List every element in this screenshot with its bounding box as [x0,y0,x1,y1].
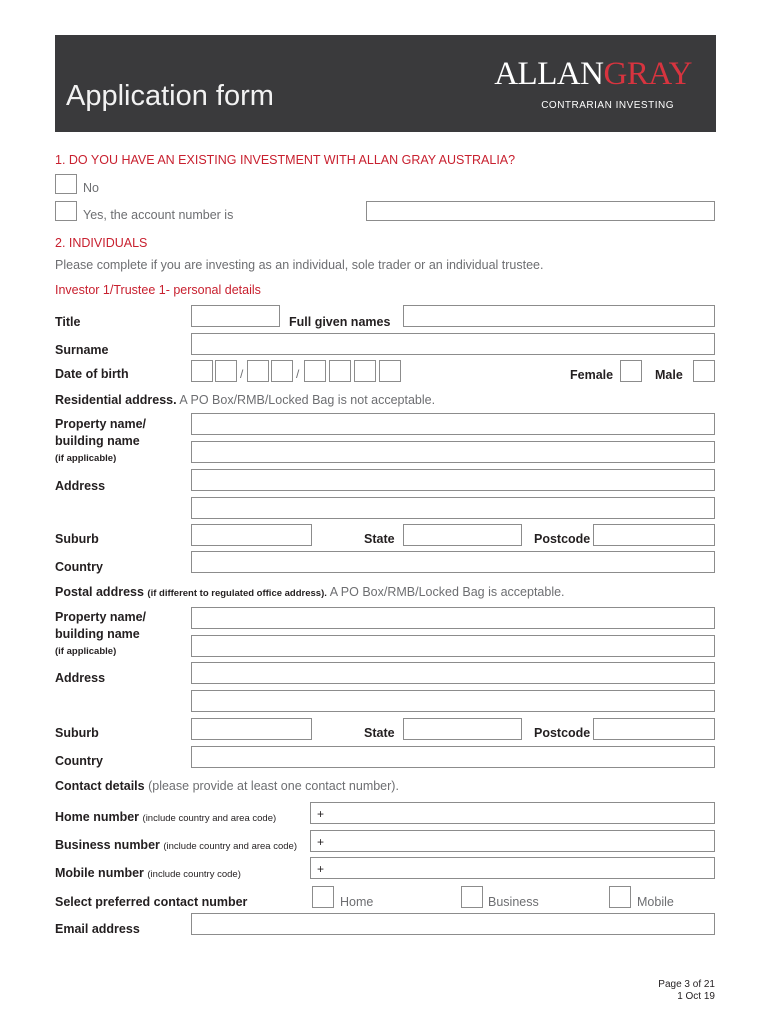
res-address-label: Address [55,479,106,493]
document-date: 1 Oct 19 [677,991,715,1002]
surname-input[interactable] [191,333,715,355]
res-address-input-1[interactable] [191,469,715,491]
home-number-input[interactable] [310,802,715,824]
business-number-label [55,838,297,852]
female-checkbox[interactable] [620,360,642,382]
res-property-input[interactable] [191,413,715,435]
mobile-bold: Mobile number [55,866,144,880]
postal-country-input[interactable] [191,746,715,768]
pref-business-label: Business [488,895,539,909]
business-plus: + [317,835,325,849]
pref-home-checkbox[interactable] [312,886,334,908]
residential-bold: Residential address. [55,393,177,407]
postal-state-input[interactable] [403,718,522,740]
res-state-label: State [364,532,395,546]
postal-state-label: State [364,726,395,740]
section2-intro: Please complete if you are investing as an individual, sole trader or an individual trustee. [55,258,544,272]
postal-bold: Postal address [55,585,144,599]
page-number: Page 3 of 21 [658,979,715,990]
title-label: Title [55,315,81,329]
logo-allan: ALLAN [494,56,604,92]
given-names-input[interactable] [403,305,715,327]
dob-label: Date of birth [55,367,129,381]
male-checkbox[interactable] [693,360,715,382]
res-property-label-2: building name [55,434,140,448]
postal-property-label-2: building name [55,627,140,641]
section2-heading: 2. INDIVIDUALS [55,236,148,250]
postal-suburb-label: Suburb [55,726,99,740]
business-bold: Business number [55,838,160,852]
existing-no-checkbox[interactable] [55,174,77,194]
res-suburb-label: Suburb [55,532,99,546]
form-header [55,35,716,132]
postal-country-label: Country [55,754,103,768]
email-label: Email address [55,922,140,936]
postal-small: (if different to regulated office address). [147,588,327,599]
female-label: Female [570,368,614,382]
mobile-small: (include country code) [147,869,241,880]
postal-property-input-2[interactable] [191,635,715,657]
contact-bold: Contact details [55,779,145,793]
pref-mobile-checkbox[interactable] [609,886,631,908]
postal-postcode-input[interactable] [593,718,715,740]
section1-heading: 1. DO YOU HAVE AN EXISTING INVESTMENT WITH ALLAN GRAY AUSTRALIA? [55,153,516,167]
residential-address-heading [55,393,435,407]
existing-no-label: No [83,181,99,195]
business-small: (include country and area code) [163,841,297,852]
postal-address-label: Address [55,671,106,685]
dob-day-digit-2[interactable] [215,360,237,382]
res-state-input[interactable] [403,524,522,546]
res-postcode-input[interactable] [593,524,715,546]
page-title: Application form [66,80,274,112]
contact-details-heading [55,779,399,793]
account-number-input[interactable] [366,201,715,221]
postal-note: A PO Box/RMB/Locked Bag is acceptable. [329,585,565,599]
res-address-input-2[interactable] [191,497,715,519]
postal-address-input-1[interactable] [191,662,715,684]
home-small: (include country and area code) [142,813,277,824]
postal-if-applicable: (if applicable) [55,646,117,657]
home-plus: + [317,807,325,821]
dob-separator: / [240,367,244,381]
existing-yes-label: Yes, the account number is [83,208,234,222]
existing-yes-checkbox[interactable] [55,201,77,221]
dob-year-digit-1[interactable] [304,360,326,382]
postal-postcode-label: Postcode [534,726,591,740]
dob-separator: / [296,367,300,381]
logo-tagline: CONTRARIAN INVESTING [541,100,674,111]
pref-mobile-label: Mobile [637,895,674,909]
postal-address-heading [55,585,565,599]
contact-note: (please provide at least one contact number). [148,779,399,793]
res-if-applicable: (if applicable) [55,453,117,464]
business-number-input[interactable] [310,830,715,852]
dob-year-digit-2[interactable] [329,360,351,382]
dob-month-digit-2[interactable] [271,360,293,382]
res-property-input-2[interactable] [191,441,715,463]
dob-year-digit-4[interactable] [379,360,401,382]
pref-business-checkbox[interactable] [461,886,483,908]
res-property-label-1: Property name/ [55,417,147,431]
dob-month-digit-1[interactable] [247,360,269,382]
male-label: Male [655,368,683,382]
res-suburb-input[interactable] [191,524,312,546]
residential-note: A PO Box/RMB/Locked Bag is not acceptable. [179,393,436,407]
postal-suburb-input[interactable] [191,718,312,740]
postal-property-label-1: Property name/ [55,610,147,624]
allan-gray-logo [494,56,692,93]
given-names-label: Full given names [289,315,391,329]
res-country-label: Country [55,560,103,574]
postal-address-input-2[interactable] [191,690,715,712]
home-bold: Home number [55,810,140,824]
pref-home-label: Home [340,895,374,909]
surname-label: Surname [55,343,109,357]
mobile-plus: + [317,862,325,876]
mobile-number-label [55,866,241,880]
mobile-number-input[interactable] [310,857,715,879]
title-input[interactable] [191,305,280,327]
dob-year-digit-3[interactable] [354,360,376,382]
home-number-label [55,810,276,824]
email-input[interactable] [191,913,715,935]
dob-day-digit-1[interactable] [191,360,213,382]
preferred-contact-label: Select preferred contact number [55,895,248,909]
res-postcode-label: Postcode [534,532,591,546]
investor1-subheading: Investor 1/Trustee 1- personal details [55,283,261,297]
res-country-input[interactable] [191,551,715,573]
logo-gray: GRAY [603,56,692,92]
postal-property-input[interactable] [191,607,715,629]
